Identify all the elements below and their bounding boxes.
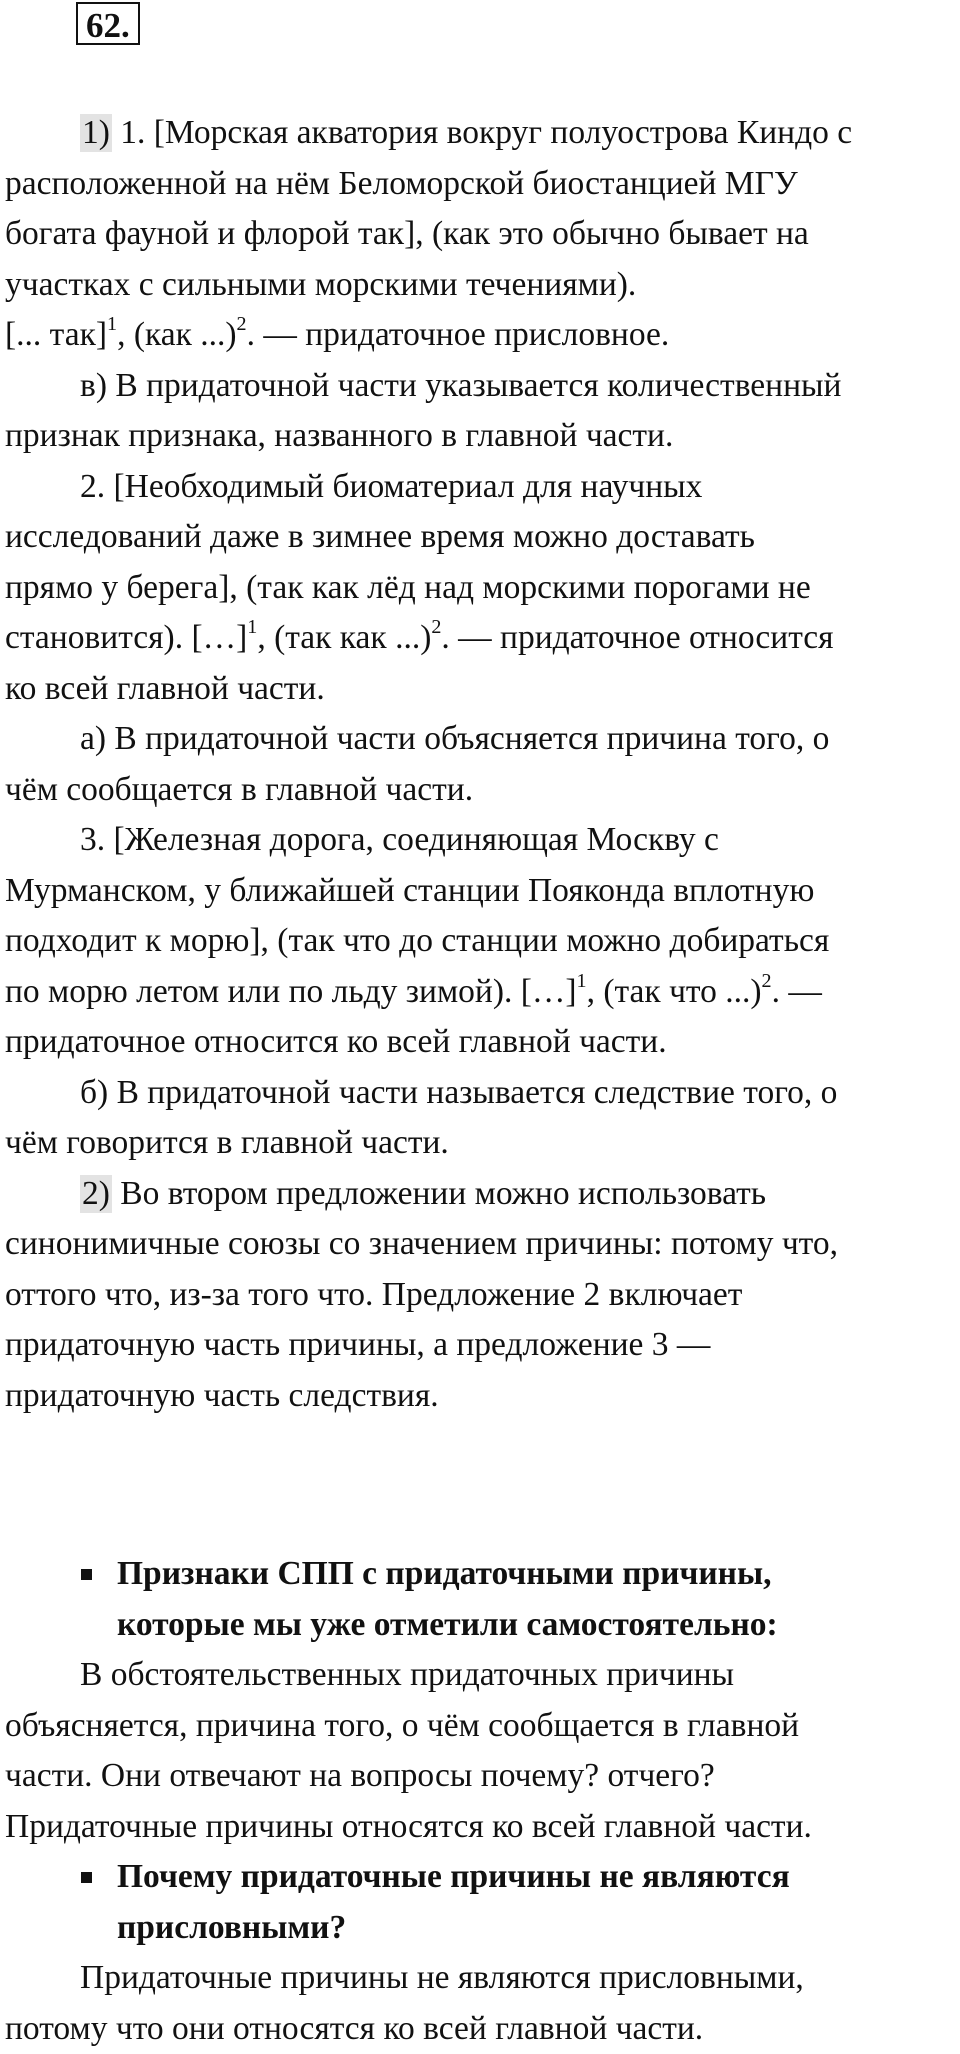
part-2-line-1 <box>5 1169 955 1220</box>
task-number: 62. <box>76 2 140 45</box>
section-2-heading-line: присловными? <box>117 1903 955 1954</box>
part-2-text-line: оттого что, из-за того что. Предложение 2 включает <box>5 1270 955 1321</box>
item-1-scheme <box>5 310 955 361</box>
square-bullet-icon <box>81 1569 92 1580</box>
section-1-body-line: части. Они отвечают на вопросы почему? отчего? <box>5 1751 955 1802</box>
item-2-sentence-line: 2. [Необходимый биоматериал для научных <box>5 462 955 513</box>
scheme-subordinate-clause: , (как ...) <box>117 316 236 353</box>
item-1-answer-line: признак признака, названного в главной части. <box>5 411 955 462</box>
item-2-answer-line: чём сообщается в главной части. <box>5 765 955 816</box>
scheme-main-clause: становится). […] <box>5 619 247 656</box>
item-3-scheme-tail: придаточное относится ко всей главной части. <box>5 1017 955 1068</box>
item-1-sentence-line: 1. [Морская акватория вокруг полуострова Киндо с <box>120 114 852 151</box>
item-2-sentence-line: исследований даже в зимнее время можно доставать <box>5 512 955 563</box>
item-1-line-1 <box>5 108 955 159</box>
part-2-text-line: синонимичные союзы со значением причины: потому что, <box>5 1219 955 1270</box>
item-3-sentence-line: Мурманском, у ближайшей станции Пояконда вплотную <box>5 866 955 917</box>
item-2-scheme-tail: ко всей главной части. <box>5 664 955 715</box>
square-bullet-icon <box>81 1872 92 1883</box>
item-3-answer-line: чём говорится в главной части. <box>5 1118 955 1169</box>
superscript-2: 2 <box>762 969 772 991</box>
item-1-sentence-line: расположенной на нём Беломорской биостанцией МГУ <box>5 159 955 210</box>
part-2-text-line: придаточную часть причины, а предложение 3 — <box>5 1320 955 1371</box>
item-3-scheme <box>5 967 955 1018</box>
scheme-description: . — <box>772 973 822 1010</box>
section-1-heading <box>5 1549 955 1650</box>
section-1-heading-line: которые мы уже отметили самостоятельно: <box>117 1600 955 1651</box>
superscript-2: 2 <box>237 313 247 335</box>
scheme-subordinate-clause: , (так как ...) <box>257 619 431 656</box>
item-1-sentence-line: богата фауной и флорой так], (как это обычно бывает на <box>5 209 955 260</box>
superscript-1: 1 <box>577 969 587 991</box>
section-1-body-line: Придаточные причины относятся ко всей главной части. <box>5 1802 955 1853</box>
part-1-label: 1) <box>80 114 112 152</box>
section-1-body-line: объясняется, причина того, о чём сообщается в главной <box>5 1701 955 1752</box>
superscript-1: 1 <box>247 616 257 638</box>
part-2-label: 2) <box>80 1175 112 1213</box>
superscript-2: 2 <box>431 616 441 638</box>
part-2-text-line: Во втором предложении можно использовать <box>120 1175 766 1212</box>
part-2-text-line: придаточную часть следствия. <box>5 1371 955 1422</box>
section-2-body-line: Придаточные причины не являются присловными, <box>5 1953 955 2004</box>
scheme-description: . — придаточное относится <box>441 619 833 656</box>
superscript-1: 1 <box>107 313 117 335</box>
scheme-description: . — придаточное присловное. <box>247 316 670 353</box>
item-1-sentence-line: участках с сильными морскими течениями). <box>5 260 955 311</box>
item-2-sentence-line: прямо у берега], (так как лёд над морскими порогами не <box>5 563 955 614</box>
item-3-sentence-line: 3. [Железная дорога, соединяющая Москву с <box>5 815 955 866</box>
item-3-sentence-line: подходит к морю], (так что до станции можно добираться <box>5 916 955 967</box>
section-2-body-line: потому что они относятся ко всей главной части. <box>5 2004 955 2054</box>
section-spacer <box>5 1421 955 1549</box>
section-2-heading-line: Почему придаточные причины не являются <box>117 1852 955 1903</box>
item-1-answer-line: в) В придаточной части указывается количественный <box>5 361 955 412</box>
scheme-main-clause: по морю летом или по льду зимой). […] <box>5 973 577 1010</box>
item-3-answer-line: б) В придаточной части называется следствие того, о <box>5 1068 955 1119</box>
scheme-main-clause: [... так] <box>5 316 107 353</box>
item-2-answer-line: а) В придаточной части объясняется причина того, о <box>5 714 955 765</box>
answer-content <box>5 108 955 2054</box>
scheme-subordinate-clause: , (так что ...) <box>587 973 762 1010</box>
section-1-body-line: В обстоятельственных придаточных причины <box>5 1650 955 1701</box>
item-2-scheme <box>5 613 955 664</box>
section-2-heading <box>5 1852 955 1953</box>
section-1-heading-line: Признаки СПП с придаточными причины, <box>117 1549 955 1600</box>
